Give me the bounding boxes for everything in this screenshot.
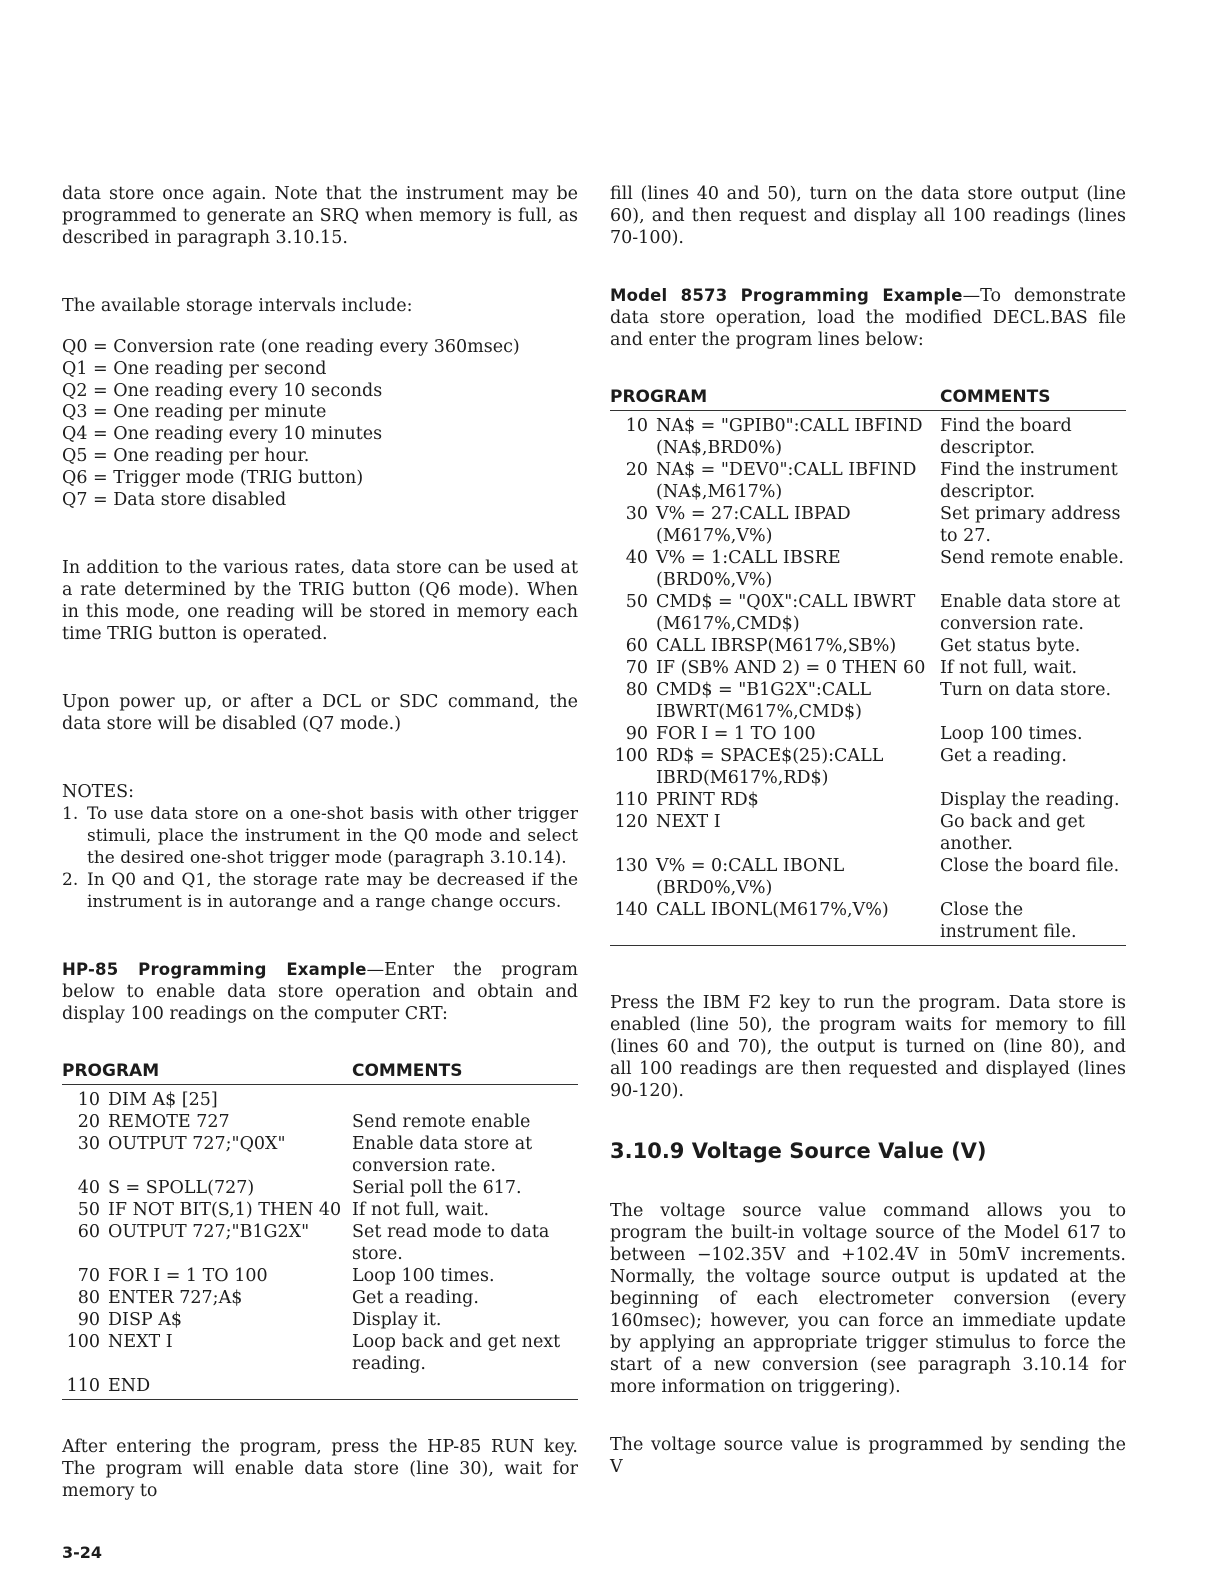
- paragraph-fill-lines: fill (lines 40 and 50), turn on the data store output (line 60), and then request and display all 100 readings (lines 70-100).: [610, 184, 1126, 248]
- line-number: 100: [614, 746, 648, 766]
- program-comment: [352, 1375, 578, 1400]
- program-code: ENTER 727;A$: [108, 1288, 243, 1309]
- list-item: Q6 = Trigger mode (TRIG button): [62, 467, 364, 488]
- list-item: Q7 = Data store disabled: [62, 489, 287, 510]
- list-item: Q1 = One reading per second: [62, 358, 327, 379]
- paragraph-press-ibm-f2: Press the IBM F2 key to run the program. Data store is enabled (line 50), the program waits for memory to fill (lines 60 and 70), the output is turned on (line 80), and all 100 readings are then requested and displayed (lines 90-120).: [610, 993, 1126, 1101]
- line-number: 100: [66, 1332, 100, 1353]
- line-number: 20: [625, 460, 648, 480]
- line-number: 60: [625, 636, 648, 656]
- table-row: [610, 635, 1126, 657]
- table-row: [610, 899, 1126, 946]
- paragraph-model-8573-intro: [610, 285, 1126, 351]
- program-comment: Enable data store at conversion rate.: [940, 592, 1121, 634]
- table-row: [610, 591, 1126, 635]
- table-row: [610, 811, 1126, 855]
- program-comment: Send remote enable: [352, 1112, 531, 1133]
- program-comment: If not full, wait.: [940, 658, 1078, 678]
- program-comment: Find the instrument descriptor.: [940, 460, 1118, 502]
- column-header-comments: COMMENTS: [352, 1061, 578, 1085]
- program-comment: Go back and get another.: [940, 812, 1085, 854]
- line-number: 140: [610, 899, 656, 946]
- program-comment: Set primary address to 27.: [940, 504, 1121, 546]
- program-code: REMOTE 727: [108, 1112, 230, 1133]
- program-code: NA$ = "GPIB0":CALL IBFIND (NA$,BRD0%): [656, 416, 923, 458]
- program-comment: Get a reading.: [940, 746, 1067, 766]
- line-number: 10: [625, 416, 648, 436]
- table-row: [610, 723, 1126, 745]
- program-comment: Loop 100 times.: [352, 1266, 495, 1287]
- notes-title: NOTES:: [62, 782, 134, 803]
- paragraph-power-up: Upon power up, or after a DCL or SDC command, the data store will be disabled (Q7 mode.): [62, 692, 578, 735]
- program-code: V% = 27:CALL IBPAD (M617%,V%): [656, 504, 851, 546]
- list-item: Q4 = One reading every 10 minutes: [62, 424, 383, 445]
- line-number: 120: [614, 812, 648, 832]
- program-code: OUTPUT 727;"Q0X": [108, 1134, 286, 1155]
- table-row: [62, 1177, 578, 1199]
- program-code: IF (SB% AND 2) = 0 THEN 60: [656, 658, 926, 678]
- note-item: [62, 803, 578, 869]
- left-column: [62, 183, 578, 1502]
- program-code: CMD$ = "Q0X":CALL IBWRT (M617%,CMD$): [656, 592, 916, 634]
- line-number: 90: [77, 1310, 100, 1331]
- line-number: 50: [77, 1200, 100, 1221]
- program-code: IF NOT BIT(S,1) THEN 40: [108, 1200, 342, 1221]
- line-number: 70: [625, 658, 648, 678]
- program-comment: Set read mode to data store.: [352, 1222, 550, 1265]
- hp85-example-intro: —Enter the program below to enable data store operation and obtain and display 100 readings on the computer CRT:: [62, 960, 578, 1025]
- note-text: To use data store on a one-shot basis with other trigger stimuli, place the instrument in the Q0 mode and select the desired one-shot trigger mode (paragraph 3.10.14).: [87, 804, 578, 869]
- table-row: [62, 1287, 578, 1309]
- line-number: 50: [625, 592, 648, 612]
- note-item: [62, 869, 578, 913]
- right-column: [610, 183, 1126, 1478]
- program-comment: Get a reading.: [352, 1288, 479, 1309]
- program-comment: Display it.: [352, 1310, 442, 1331]
- column-header-program: PROGRAM: [62, 1061, 352, 1085]
- table-row: [610, 855, 1126, 899]
- list-item: Q5 = One reading per hour.: [62, 445, 310, 466]
- program-comment: Close the instrument file.: [940, 899, 1126, 946]
- paragraph-voltage-source-programmed: The voltage source value is programmed by sending the V: [610, 1435, 1126, 1477]
- table-row: [62, 1111, 578, 1133]
- model-8573-program-table: [610, 387, 1126, 946]
- list-item: Q2 = One reading every 10 seconds: [62, 380, 383, 401]
- table-row: [610, 459, 1126, 503]
- column-header-program: PROGRAM: [610, 387, 940, 411]
- program-comment: Enable data store at conversion rate.: [352, 1134, 533, 1177]
- section-heading-3-10-9: 3.10.9 Voltage Source Value (V): [610, 1139, 987, 1163]
- list-item: Q3 = One reading per minute: [62, 402, 327, 423]
- line-number: 10: [77, 1090, 100, 1111]
- model-8573-example-intro: —To demonstrate data store operation, load the modified DECL.BAS file and enter the program lines below:: [610, 286, 1126, 350]
- program-code: CMD$ = "B1G2X":CALL IBWRT(M617%,CMD$): [656, 680, 872, 722]
- table-row: [62, 1085, 578, 1112]
- program-code: OUTPUT 727;"B1G2X": [108, 1222, 310, 1243]
- column-header-comments: COMMENTS: [940, 387, 1126, 411]
- program-code: RD$ = SPACE$(25):CALL IBRD(M617%,RD$): [656, 746, 884, 788]
- note-text: In Q0 and Q1, the storage rate may be decreased if the instrument is in autorange and a range change occurs.: [87, 870, 578, 913]
- paragraph-voltage-source-command: The voltage source value command allows you to program the built-in voltage source of the Model 617 to between −102.35V and +102.4V in 50mV increments. Normally, the voltage source output is updated at the beginning of each electrometer conversion (every 160msec); however, you can force an immediate update by applying an appropriate trigger stimulus to force the start of a new conversion (see paragraph 3.10.14 for more information on triggering).: [610, 1201, 1126, 1397]
- note-number: 1.: [62, 804, 79, 825]
- line-number: 110: [62, 1375, 108, 1400]
- hp85-example-heading: HP-85 Programming Example: [62, 960, 367, 980]
- program-code: DIM A$ [25]: [108, 1090, 218, 1111]
- line-number: 80: [77, 1288, 100, 1309]
- paragraph-after-entering: After entering the program, press the HP-85 RUN key. The program will enable data store (line 30), wait for memory to: [62, 1437, 578, 1502]
- program-code: NEXT I: [108, 1332, 173, 1353]
- paragraph-storage-intervals-intro: The available storage intervals include:: [62, 296, 413, 316]
- table-row: [62, 1265, 578, 1287]
- table-row: [610, 503, 1126, 547]
- program-code: FOR I = 1 TO 100: [656, 724, 816, 744]
- table-row: [62, 1309, 578, 1331]
- line-number: 110: [614, 790, 648, 810]
- note-number: 2.: [62, 870, 79, 891]
- page-number: 3-24: [62, 1543, 103, 1562]
- program-code: CALL IBONL(M617%,V%): [656, 899, 940, 946]
- hp85-program-table: [62, 1061, 578, 1400]
- table-row: [610, 679, 1126, 723]
- program-code: S = SPOLL(727): [108, 1178, 255, 1199]
- paragraph-data-store-once-again: data store once again. Note that the instrument may be programmed to generate an SRQ when memory is full, as described in paragraph 3.10.15.: [62, 184, 578, 248]
- program-comment: Display the reading.: [940, 790, 1120, 810]
- table-row: [62, 1199, 578, 1221]
- program-code: NA$ = "DEV0":CALL IBFIND (NA$,M617%): [656, 460, 917, 502]
- model-8573-example-heading: Model 8573 Programming Example: [610, 286, 963, 305]
- line-number: 90: [625, 724, 648, 744]
- table-row: [610, 547, 1126, 591]
- line-number: 40: [77, 1178, 100, 1199]
- program-comment: Close the board file.: [940, 856, 1120, 876]
- program-comment: [352, 1085, 578, 1112]
- table-row: [610, 789, 1126, 811]
- list-item: Q0 = Conversion rate (one reading every 360msec): [62, 337, 520, 357]
- program-code: CALL IBRSP(M617%,SB%): [656, 636, 897, 656]
- table-row: [610, 745, 1126, 789]
- program-comment: Send remote enable.: [940, 548, 1124, 568]
- table-row: [62, 1331, 578, 1375]
- program-code: END: [108, 1375, 352, 1400]
- line-number: 80: [625, 680, 648, 700]
- table-row: [62, 1133, 578, 1177]
- program-comment: Serial poll the 617.: [352, 1178, 522, 1199]
- program-comment: Turn on data store.: [940, 680, 1112, 700]
- program-comment: Loop back and get next reading.: [352, 1332, 561, 1375]
- line-number: 30: [77, 1134, 100, 1155]
- program-code: FOR I = 1 TO 100: [108, 1266, 268, 1287]
- line-number: 70: [77, 1266, 100, 1287]
- paragraph-hp85-intro: [62, 959, 578, 1025]
- storage-interval-list: [62, 337, 578, 511]
- line-number: 40: [625, 548, 648, 568]
- table-row: [62, 1221, 578, 1265]
- program-code: V% = 1:CALL IBSRE (BRD0%,V%): [656, 548, 841, 590]
- table-row: [610, 657, 1126, 679]
- line-number: 130: [614, 856, 648, 876]
- program-code: NEXT I: [656, 812, 721, 832]
- program-code: V% = 0:CALL IBONL (BRD0%,V%): [656, 856, 845, 898]
- table-row: [610, 411, 1126, 460]
- program-code: PRINT RD$: [656, 790, 759, 810]
- program-comment: If not full, wait.: [352, 1200, 490, 1221]
- program-comment: Get status byte.: [940, 636, 1081, 656]
- table-row: [62, 1375, 578, 1400]
- line-number: 60: [77, 1222, 100, 1243]
- line-number: 20: [77, 1112, 100, 1133]
- line-number: 30: [625, 504, 648, 524]
- paragraph-trig-button-rate: In addition to the various rates, data store can be used at a rate determined by the TRIG button (Q6 mode). When in this mode, one reading will be stored in memory each time TRIG button is operated.: [62, 558, 578, 645]
- program-comment: Find the board descriptor.: [940, 416, 1072, 458]
- program-code: DISP A$: [108, 1310, 183, 1331]
- program-comment: Loop 100 times.: [940, 724, 1083, 744]
